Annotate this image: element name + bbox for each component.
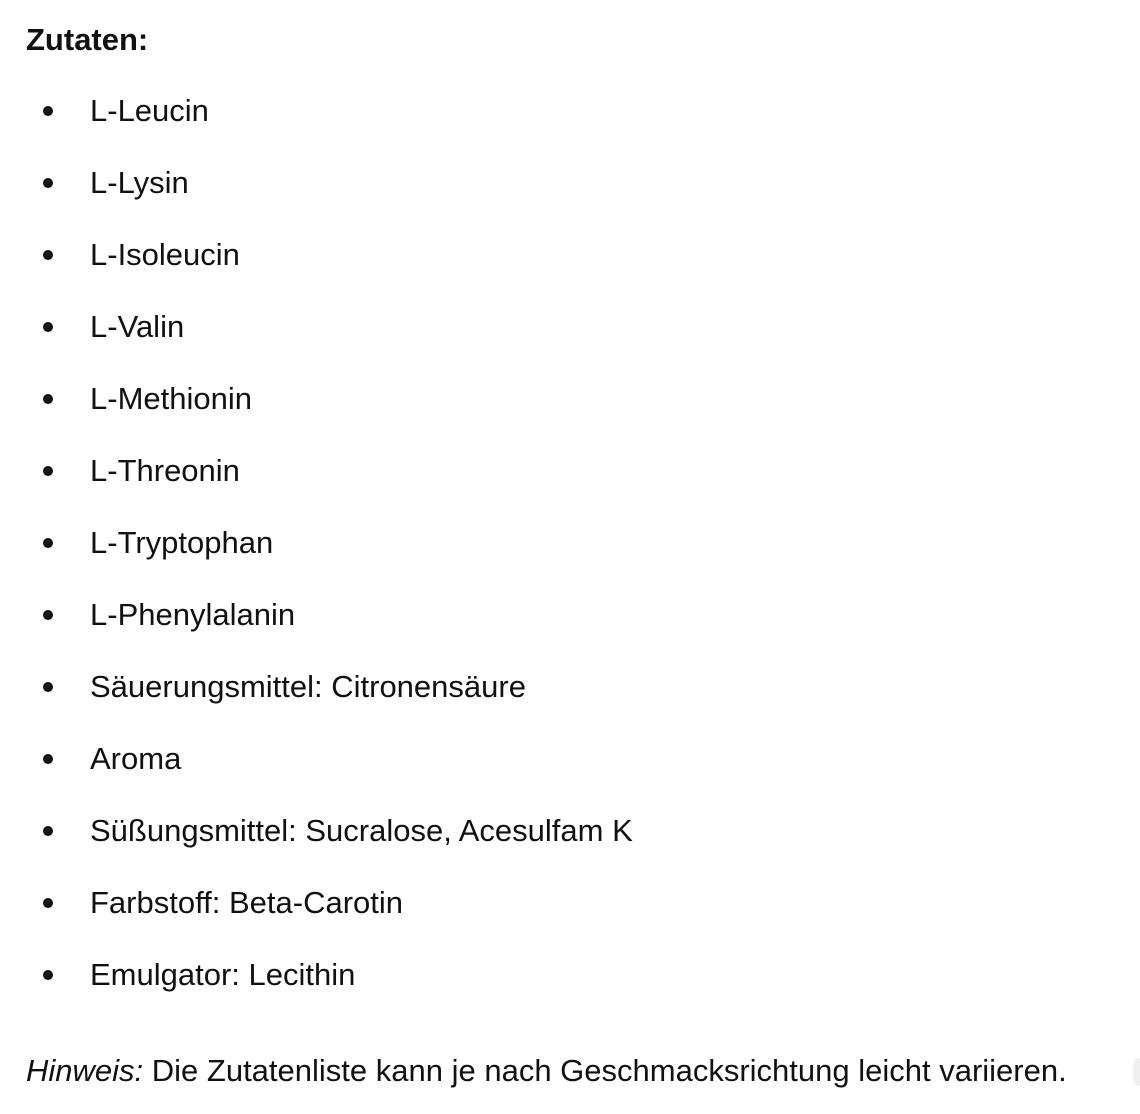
bullet-icon (43, 466, 53, 476)
ingredient-text: Aroma (90, 741, 182, 776)
ingredient-text: L-Lysin (90, 165, 189, 200)
ingredient-text: Süßungsmittel: Sucralose, Acesulfam K (90, 813, 633, 848)
ingredient-text: L-Phenylalanin (90, 597, 296, 632)
ingredient-text: L-Isoleucin (90, 237, 240, 272)
bullet-icon (43, 250, 53, 260)
bullet-icon (43, 826, 53, 836)
bullet-icon (43, 610, 53, 620)
bullet-icon (43, 106, 53, 116)
bullet-icon (43, 970, 53, 980)
bullet-icon (43, 394, 53, 404)
ingredient-text: L-Leucin (90, 93, 209, 128)
ingredient-text: Farbstoff: Beta-Carotin (90, 885, 404, 920)
ingredient-text: L-Tryptophan (90, 525, 274, 560)
bullet-icon (43, 538, 53, 548)
note-text: Die Zutatenliste kann je nach Geschmacksrichtung leicht variieren. (143, 1053, 1067, 1088)
ingredient-text: Emulgator: Lecithin (90, 957, 356, 992)
bullet-icon (43, 322, 53, 332)
bullet-icon (43, 898, 53, 908)
note-paragraph (26, 1051, 1067, 1091)
ingredient-text: Säuerungsmittel: Citronensäure (90, 669, 526, 704)
ingredient-text: L-Valin (90, 309, 185, 344)
bullet-icon (43, 178, 53, 188)
ingredient-text: L-Methionin (90, 381, 252, 416)
ingredient-text: L-Threonin (90, 453, 240, 488)
ingredients-heading: Zutaten: (26, 22, 149, 57)
note-label: Hinweis: (26, 1053, 144, 1088)
bullet-icon (43, 754, 53, 764)
scroll-thumb[interactable] (1133, 1058, 1140, 1086)
bullet-icon (43, 682, 53, 692)
